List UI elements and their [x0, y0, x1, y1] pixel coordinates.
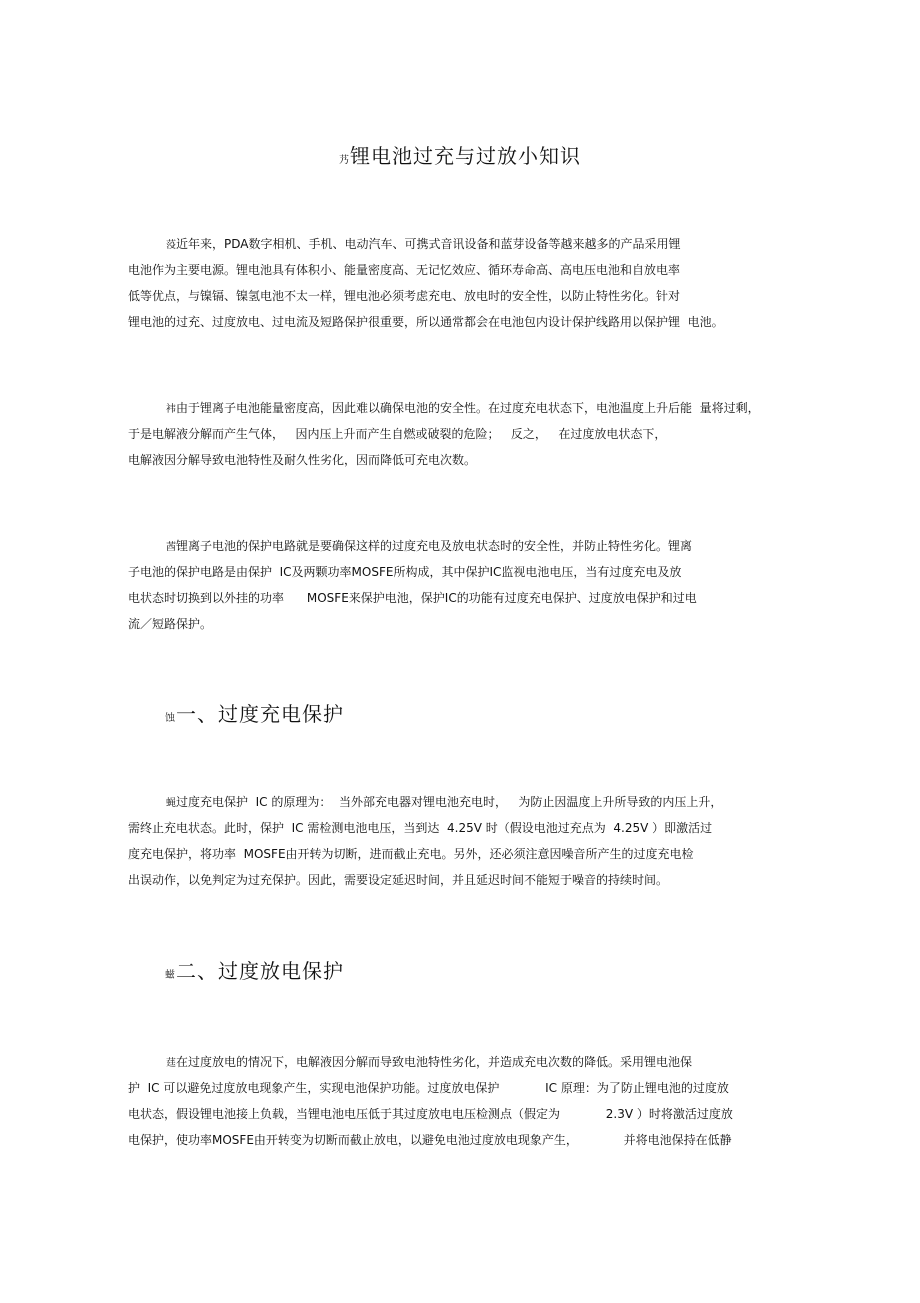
paragraph-prefix-glyph: 莤: [166, 542, 176, 553]
paragraph-line: [128, 1049, 733, 1075]
paragraph-line: [128, 789, 722, 815]
paragraph-line: 需终止充电状态。此时，保护 IC 需检测电池电压，当到达 4.25V 时（假设电池过充点为 4.25V ）即激活过: [128, 821, 713, 835]
paragraph-line: 出误动作，以免判定为过充保护。因此，需要设定延迟时间，并且延迟时间不能短于噪音的持续时间。: [128, 873, 669, 887]
paragraph-line: 于是电解液分解而产生气体， 因内压上升而产生自燃或破裂的危险； 反之， 在过度放电状态下，: [128, 427, 667, 441]
paragraph-line: 电保护，使功率MOSFE由开转变为切断而截止放电，以避免电池过度放电现象产生， 并将电池保持在低静: [128, 1133, 732, 1147]
paragraph-line: 电解液因分解导致电池特性及耐久性劣化，因而降低可充电次数。: [128, 453, 477, 467]
paragraph-line: 低等优点，与镍镉、镍氢电池不太一样，锂电池必须考虑充电、放电时的安全性，以防止特性劣化。针对: [128, 289, 681, 303]
line-text: 在过度放电的情况下，电解液因分解而导致电池特性劣化，并造成充电次数的降低。采用锂电池保: [176, 1055, 693, 1069]
paragraph-line: 子电池的保护电路是由保护 IC及两颗功率MOSFE所构成，其中保护IC监视电池电压，当有过度充电及放: [128, 565, 682, 579]
paragraph-line: 护 IC 可以避免过度放电现象产生，实现电池保护功能。过度放电保护 IC 原理：为了防止锂电池的过度放: [128, 1081, 729, 1095]
heading-prefix-glyph: 螆: [165, 970, 176, 981]
paragraph-intro: [128, 231, 724, 335]
line-text: 锂离子电池的保护电路就是要确保这样的过度充电及放电状态时的安全性，并防止特性劣化。锂离: [176, 539, 693, 553]
section-heading-overcharge: [165, 698, 344, 727]
paragraph-prefix-glyph: 莈: [166, 240, 176, 251]
paragraph-line: [128, 533, 697, 559]
paragraph-prefix-glyph: 蝇: [166, 798, 176, 809]
paragraph-line: 流／短路保护。: [128, 617, 213, 631]
paragraph-line: 锂电池的过充、过度放电、过电流及短路保护很重要，所以通常都会在电池包内设计保护线路用以保护锂 电池。: [128, 315, 724, 329]
paragraph-line: 电状态时切换到以外挂的功率 MOSFE来保护电池，保护IC的功能有过度充电保护、过度放电保护和过电: [128, 591, 697, 605]
paragraph-safety: [128, 395, 760, 473]
line-text: 过度充电保护 IC 的原理为： 当外部充电器对锂电池充电时， 为防止因温度上升所导致的内压上升，: [176, 795, 723, 809]
paragraph-prefix-glyph: 莛: [166, 1058, 176, 1069]
paragraph-line: 电池作为主要电源。锂电池具有体积小、能量密度高、无记忆效应、循环寿命高、高电压电池和自放电率: [128, 263, 681, 277]
heading-text: 一、过度充电保护: [176, 702, 344, 726]
paragraph-overcharge: [128, 789, 722, 893]
paragraph-overdischarge: [128, 1049, 733, 1153]
paragraph-line: 电状态，假设锂电池接上负载，当锂电池电压低于其过度放电电压检测点（假定为 2.3V ）时将激活过度放: [128, 1107, 733, 1121]
line-text: 由于锂离子电池能量密度高，因此难以确保电池的安全性。在过度充电状态下，电池温度上升后能 量将过剩，: [176, 401, 760, 415]
title-prefix-glyph: 艿: [339, 155, 350, 166]
paragraph-prefix-glyph: 袆: [166, 404, 176, 415]
paragraph-protection-circuit: [128, 533, 697, 637]
document-title: [0, 140, 920, 169]
section-heading-overdischarge: [165, 955, 344, 984]
heading-prefix-glyph: 蚀: [165, 713, 176, 724]
title-text: 锂电池过充与过放小知识: [350, 144, 581, 168]
paragraph-line: 度充电保护，将功率 MOSFE由开转为切断，进而截止充电。另外，还必须注意因噪音所产生的过度充电检: [128, 847, 694, 861]
heading-text: 二、过度放电保护: [176, 959, 344, 983]
line-text: 近年来，PDA数字相机、手机、电动汽车、可携式音讯设备和蓝芽设备等越来越多的产品采用锂: [176, 237, 681, 251]
paragraph-line: [128, 395, 760, 421]
paragraph-line: [128, 231, 724, 257]
